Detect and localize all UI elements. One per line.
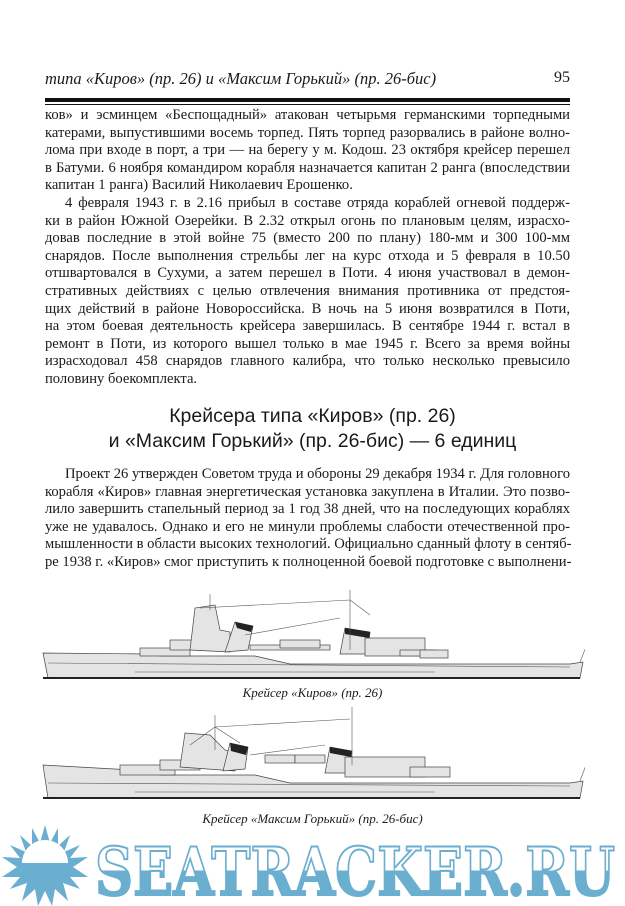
text-line: половину боекомплекта. <box>45 370 198 387</box>
text-line: довав последние в этой войне 75 (вместо 200 по плану) 180-мм и 300 100-мм <box>45 230 570 247</box>
section-title-line: и «Максим Горький» (пр. 26-бис) — 6 единиц <box>108 430 517 452</box>
watermark-text: SEATRACKER.RU <box>95 833 615 906</box>
maxim-gorky-ship-drawing <box>40 705 585 805</box>
text-line: Проект 26 утвержден Советом труда и обороны 29 декабря 1934 г. Для головного <box>65 466 570 482</box>
kirov-ship-drawing <box>40 590 585 685</box>
body-text-top <box>45 107 570 389</box>
text-line: ре 1938 г. «Киров» смог приступить к полноценной боевой подготовке с выполнени- <box>45 553 572 570</box>
header-rule-thick <box>45 98 570 102</box>
text-line: уже не удавалось. Однако и его не минули проблемы слабости отечественной про- <box>45 518 570 535</box>
text-line: щих действий в районе Новороссийска. В ночь на 5 июня возвратился в Поти, <box>45 300 570 317</box>
text-line: корабля «Киров» главная энергетическая установка закуплена в Италии. Это позво- <box>45 483 570 500</box>
text-line: ков» и эсминцем «Беспощадный» атакован четырьмя германскими торпедными <box>45 107 570 123</box>
text-line: стративных действиях с целью отвлечения внимания противника от предстоя- <box>45 282 570 299</box>
figure-caption-maxim-gorky: Крейсер «Максим Горький» (пр. 26-бис) <box>202 811 423 826</box>
text-line: в Батуми. 6 ноября командиром корабля назначается капитан 2 ранга (впоследствии <box>45 159 570 176</box>
text-line: катерами, выпустившими восемь торпед. Пять торпед разорвались в районе волно- <box>45 124 570 141</box>
section-title-line: Крейсера типа «Киров» (пр. 26) <box>169 405 456 427</box>
header-rule-thin <box>45 104 570 105</box>
text-line: снарядов. После выполнения стрельбы лег на курс отхода и 5 февраля в 10.50 <box>45 247 570 264</box>
running-title: типа «Киров» (пр. 26) и «Максим Горький» (пр. 26-бис) <box>45 69 437 88</box>
page-number: 95 <box>554 69 570 86</box>
text-line: мышленности в области высоких технологий. Официально сданный флоту в сентяб- <box>45 536 572 553</box>
seatracker-watermark-logo <box>0 825 625 906</box>
text-line: капитан 1 ранга) Василий Николаевич Ерошенко. <box>45 177 353 194</box>
text-line: израсходовал 458 снарядов главного калибра, что только несколько превысило <box>45 353 570 370</box>
text-line: лома при входе в порт, а три — на берегу у м. Кодош. 23 октября крейсер перешел <box>45 142 570 159</box>
text-line: отшвартовался в Сухуми, а затем перешел в Поти. 4 июня участвовал в демон- <box>45 265 570 282</box>
text-line: ремонт в Поти, из которого вышел только в мае 1945 г. Всего за время войны <box>45 335 570 352</box>
section-title <box>0 404 625 454</box>
figure-caption-kirov: Крейсер «Киров» (пр. 26) <box>242 685 383 700</box>
text-line: ки в район Южной Озерейки. В 2.32 открыл огонь по плановым целям, израсхо- <box>45 212 570 229</box>
sun-icon <box>2 825 88 906</box>
text-line: 4 февраля 1943 г. в 2.16 прибыл в составе отряда кораблей огневой поддерж- <box>65 194 570 211</box>
body-text-section <box>45 466 570 572</box>
text-line: лило завершить стапельный период за 1 год 38 дней, что на последующих кораблях <box>45 501 570 518</box>
text-line: на этом боевая деятельность крейсера завершилась. В сентябре 1944 г. встал в <box>45 318 570 335</box>
